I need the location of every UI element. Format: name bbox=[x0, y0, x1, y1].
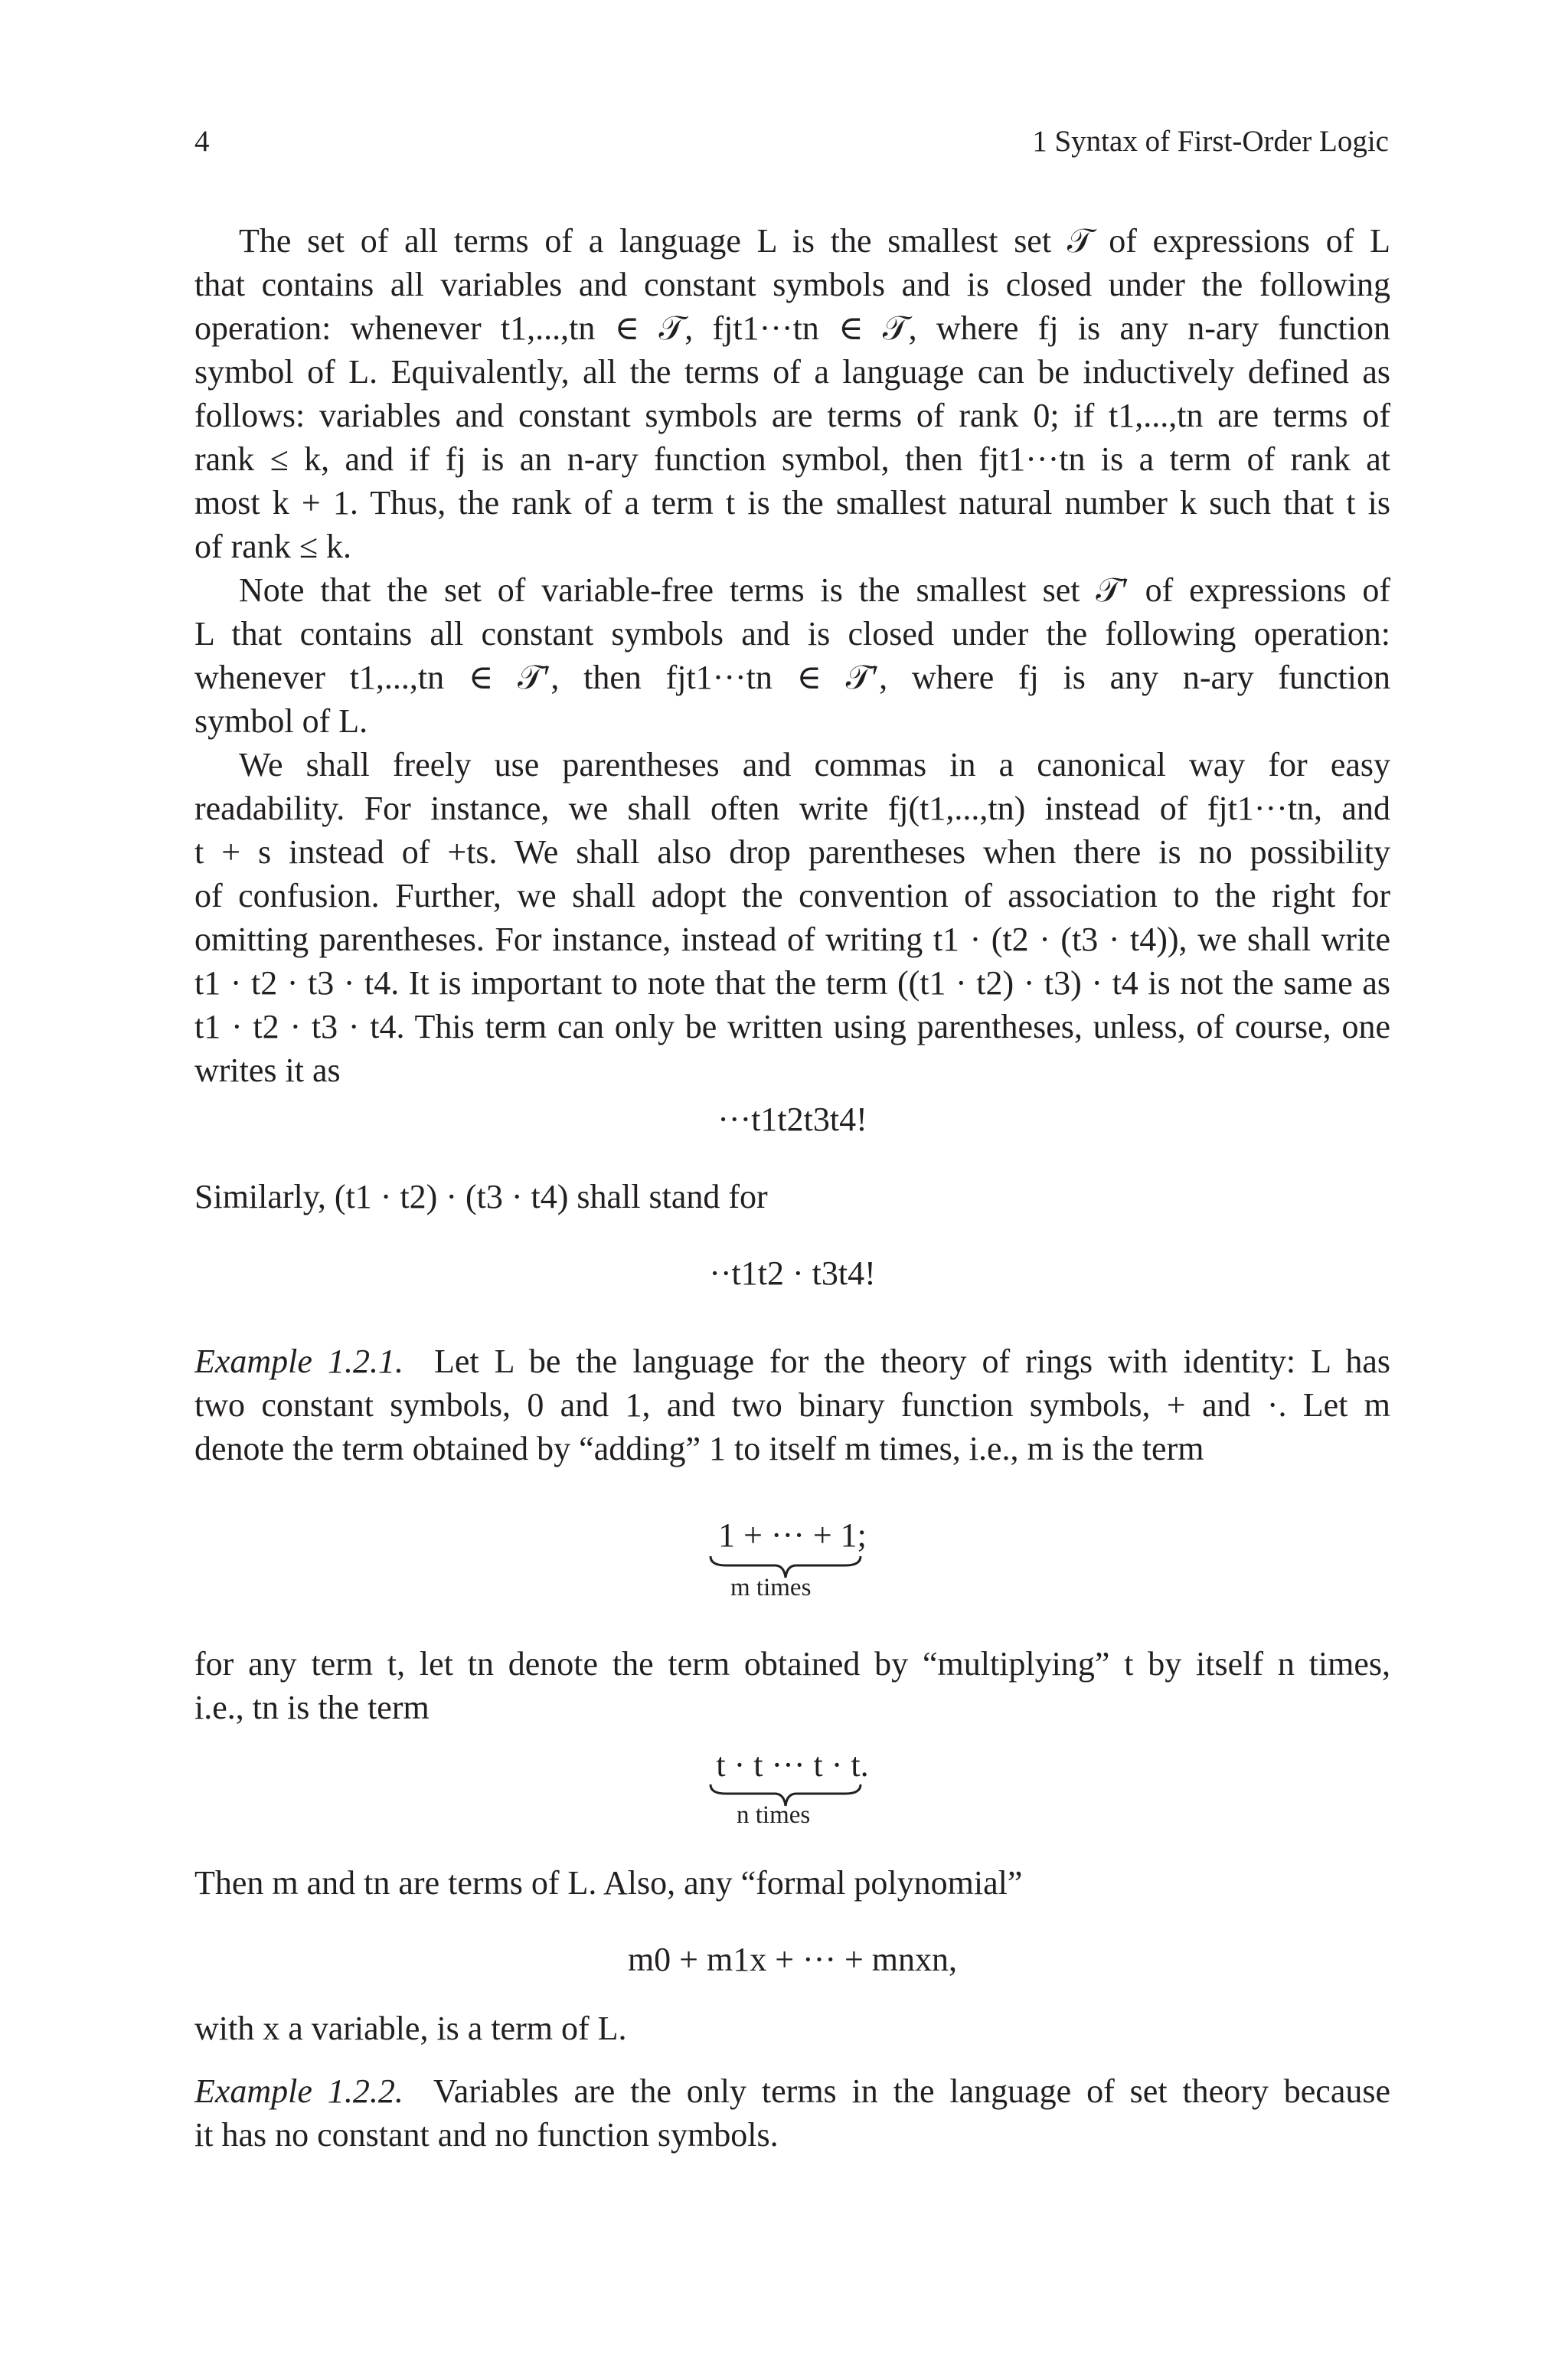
text-line: for any term t, let tn denote the term obtained by “multiplying” t by itself n times, bbox=[194, 1645, 1390, 1683]
text-line: Note that the set of variable-free terms is the smallest set 𝒯′ of expressions of bbox=[239, 571, 1390, 609]
text-line: whenever t1,...,tn ∈ 𝒯′, then fjt1···tn ∈ 𝒯′, where fj is any n-ary function bbox=[194, 659, 1390, 696]
text-line: rank ≤ k, and if fj is an n-ary function symbol, then fjt1···tn is a term of rank at bbox=[194, 440, 1390, 478]
text-line: writes it as bbox=[194, 1052, 341, 1089]
text-line: i.e., tn is the term bbox=[194, 1689, 430, 1726]
page-number: 4 bbox=[194, 125, 210, 158]
text-line: operation: whenever t1,...,tn ∈ 𝒯, fjt1···tn ∈ 𝒯, where fj is any n-ary function bbox=[194, 309, 1390, 347]
underbrace-label: n times bbox=[737, 1801, 811, 1829]
text-line: most k + 1. Thus, the rank of a term t is the smallest natural number k such that t is bbox=[194, 484, 1390, 522]
text-line: readability. For instance, we shall often write fj(t1,...,tn) instead of fjt1···tn, and bbox=[194, 790, 1390, 827]
example-1-2-1 bbox=[194, 1339, 1390, 1470]
paragraph-parentheses bbox=[194, 743, 1390, 1092]
text-line: Variables are the only terms in the language of set theory because bbox=[433, 2072, 1391, 2110]
equation-1: ···t1t2t3t4! bbox=[717, 1101, 867, 1138]
text-line: The set of all terms of a language L is the smallest set 𝒯 of expressions of L bbox=[239, 222, 1390, 260]
paragraph-terms-definition bbox=[194, 219, 1390, 568]
text-line: t + s instead of +ts. We shall also drop parentheses when there is no possibility bbox=[194, 833, 1390, 871]
text-line: t1 · t2 · t3 · t4. It is important to note that the term ((t1 · t2) · t3) · t4 is not the same as bbox=[194, 964, 1390, 1002]
example-1-2-2 bbox=[194, 2069, 1390, 2157]
text-line: Let L be the language for the theory of rings with identity: L has bbox=[433, 1343, 1390, 1380]
text-line: Similarly, (t1 · t2) · (t3 · t4) shall stand for bbox=[194, 1178, 768, 1215]
text-line: We shall freely use parentheses and commas in a canonical way for easy bbox=[239, 746, 1390, 783]
example-label: Example 1.2.1. bbox=[194, 1343, 403, 1380]
equation-5: m0 + m1x + ··· + mnxn, bbox=[627, 1941, 958, 1978]
text-line: it has no constant and no function symbols. bbox=[194, 2116, 779, 2154]
text-line: symbol of L. Equivalently, all the terms of a language can be inductively defined as bbox=[194, 353, 1390, 391]
equation-3: 1 + ··· + 1; bbox=[718, 1516, 867, 1554]
text-line: follows: variables and constant symbols are terms of rank 0; if t1,...,tn are terms of bbox=[194, 397, 1390, 434]
text-line: of rank ≤ k. bbox=[194, 528, 351, 565]
equation-2: ··t1t2 · t3t4! bbox=[709, 1254, 876, 1292]
text-line: L that contains all constant symbols and is closed under the following operation: bbox=[194, 615, 1390, 653]
text-line: denote the term obtained by “adding” 1 to itself m times, i.e., m is the term bbox=[194, 1430, 1204, 1467]
text-line: Then m and tn are terms of L. Also, any “formal polynomial” bbox=[194, 1864, 1023, 1902]
paragraph-variable-free-terms bbox=[194, 568, 1390, 743]
text-line: of confusion. Further, we shall adopt the convention of association to the right for bbox=[194, 877, 1390, 914]
text-line: with x a variable, is a term of L. bbox=[194, 2010, 627, 2047]
page-header bbox=[194, 124, 1389, 167]
text-line: t1 · t2 · t3 · t4. This term can only be written using parentheses, unless, of course, one bbox=[194, 1008, 1390, 1045]
equation-4: t · t ··· t · t. bbox=[716, 1746, 869, 1784]
example-label: Example 1.2.2. bbox=[194, 2072, 403, 2110]
paragraph-power-term bbox=[194, 1642, 1390, 1729]
text-line: omitting parentheses. For instance, instead of writing t1 · (t2 · (t3 · t4)), we shall write bbox=[194, 921, 1390, 958]
underbrace-label: m times bbox=[730, 1574, 812, 1601]
text-line: two constant symbols, 0 and 1, and two binary function symbols, + and ·. Let m bbox=[194, 1386, 1390, 1424]
text-line: that contains all variables and constant symbols and is closed under the following bbox=[194, 266, 1390, 303]
running-title: 1 Syntax of First-Order Logic bbox=[1032, 125, 1389, 158]
text-line: symbol of L. bbox=[194, 702, 368, 740]
